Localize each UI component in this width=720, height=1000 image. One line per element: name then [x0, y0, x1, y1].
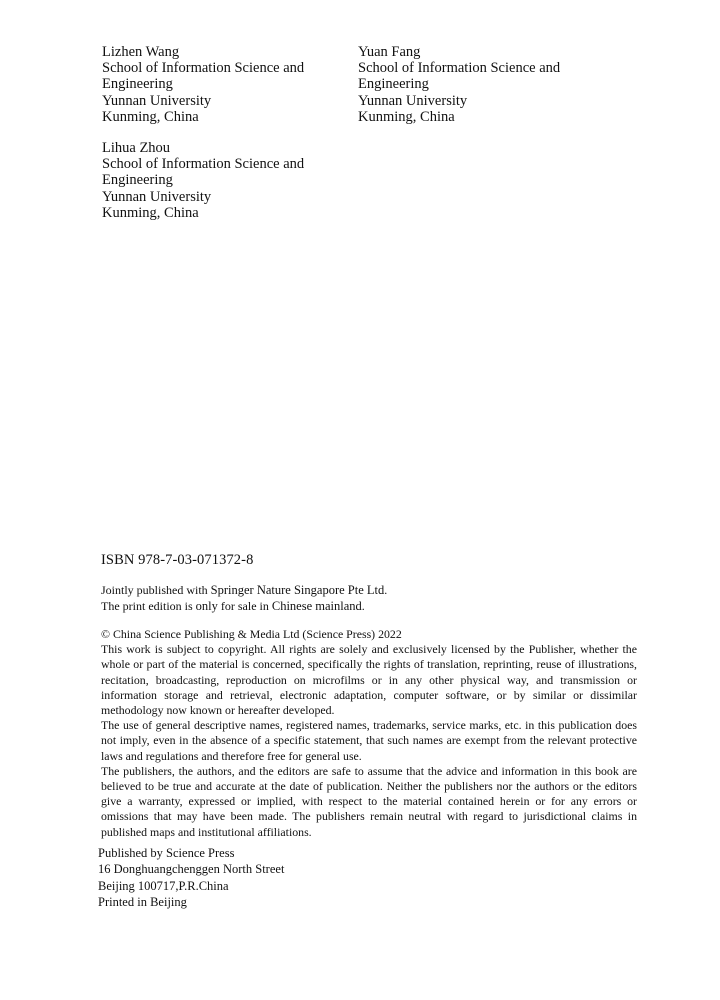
author-block-lizhen-wang [102, 44, 342, 125]
jointly-published-line [101, 583, 387, 599]
author-school-cont: Engineering [102, 172, 173, 189]
publication-note [101, 583, 387, 614]
author-school-cont: Engineering [358, 76, 429, 93]
author-school-cont: Engineering [102, 76, 173, 93]
jointly-prefix: Jointly published with [101, 583, 211, 597]
print-only: only [195, 598, 218, 613]
author-city: Kunming, China [358, 108, 455, 125]
author-block-yuan-fang [358, 44, 598, 125]
author-school: School of Information Science and [102, 156, 305, 173]
print-region: Chinese mainland [271, 598, 362, 613]
print-suffix: . [361, 598, 365, 613]
author-university: Yunnan University [102, 92, 212, 109]
author-city: Kunming, China [102, 204, 199, 221]
author-name: Yuan Fang [358, 44, 421, 60]
author-name: Lihua Zhou [102, 140, 171, 156]
printed-in: Printed in Beijing [98, 894, 187, 909]
trademark-paragraph: The use of general descriptive names, registered names, trademarks, service marks, etc. in this publication does not imply, even in the absence of a specific statement, that such names are exempt from the relevant protective laws and regulations and therefore free for general use. [101, 718, 637, 763]
copyright-block [101, 627, 637, 840]
author-block-lihua-zhou [102, 140, 342, 221]
author-name: Lizhen Wang [102, 44, 180, 60]
author-university: Yunnan University [102, 188, 212, 205]
print-middle: for sale in [217, 598, 272, 613]
copyright-notice: © China Science Publishing & Media Ltd (Science Press) 2022 [101, 627, 402, 641]
print-edition-line [101, 599, 387, 615]
publisher-block [98, 845, 284, 910]
jointly-suffix: . [384, 583, 388, 597]
author-school: School of Information Science and [102, 60, 305, 77]
isbn: ISBN 978-7-03-071372-8 [101, 552, 254, 568]
jointly-partner: Springer Nature Singapore Pte Ltd [210, 583, 385, 597]
author-school: School of Information Science and [358, 60, 561, 77]
publisher-name: Published by Science Press [98, 846, 235, 860]
author-university: Yunnan University [358, 92, 468, 109]
print-prefix: The print edition is [101, 598, 196, 613]
disclaimer-paragraph: The publishers, the authors, and the editors are safe to assume that the advice and information in this book are believed to be true and accurate at the date of publication. Neither the publishers nor the authors or the editors give a warranty, expressed or implied, with respect to the material contained herein or for any errors or omissions that may have been made. The publishers remain neutral with regard to jurisdictional claims in published maps and institutional affiliations. [101, 763, 637, 839]
publisher-street: 16 Donghuangchenggen North Street [98, 862, 285, 877]
publisher-city: Beijing 100717,P.R.China [98, 878, 229, 893]
copyright-paragraph: This work is subject to copyright. All rights are solely and exclusively licensed by the Publisher, whether the whole or part of the material is concerned, specifically the rights of translation, reprinting, reuse of illustrations, recitation, broadcasting, reproduction on microfilms or in any other physical way, and transmission or information storage and retrieval, electronic adaptation, computer software, or by similar or dissimilar methodology now known or hereafter developed. [101, 642, 637, 718]
author-city: Kunming, China [102, 108, 199, 125]
